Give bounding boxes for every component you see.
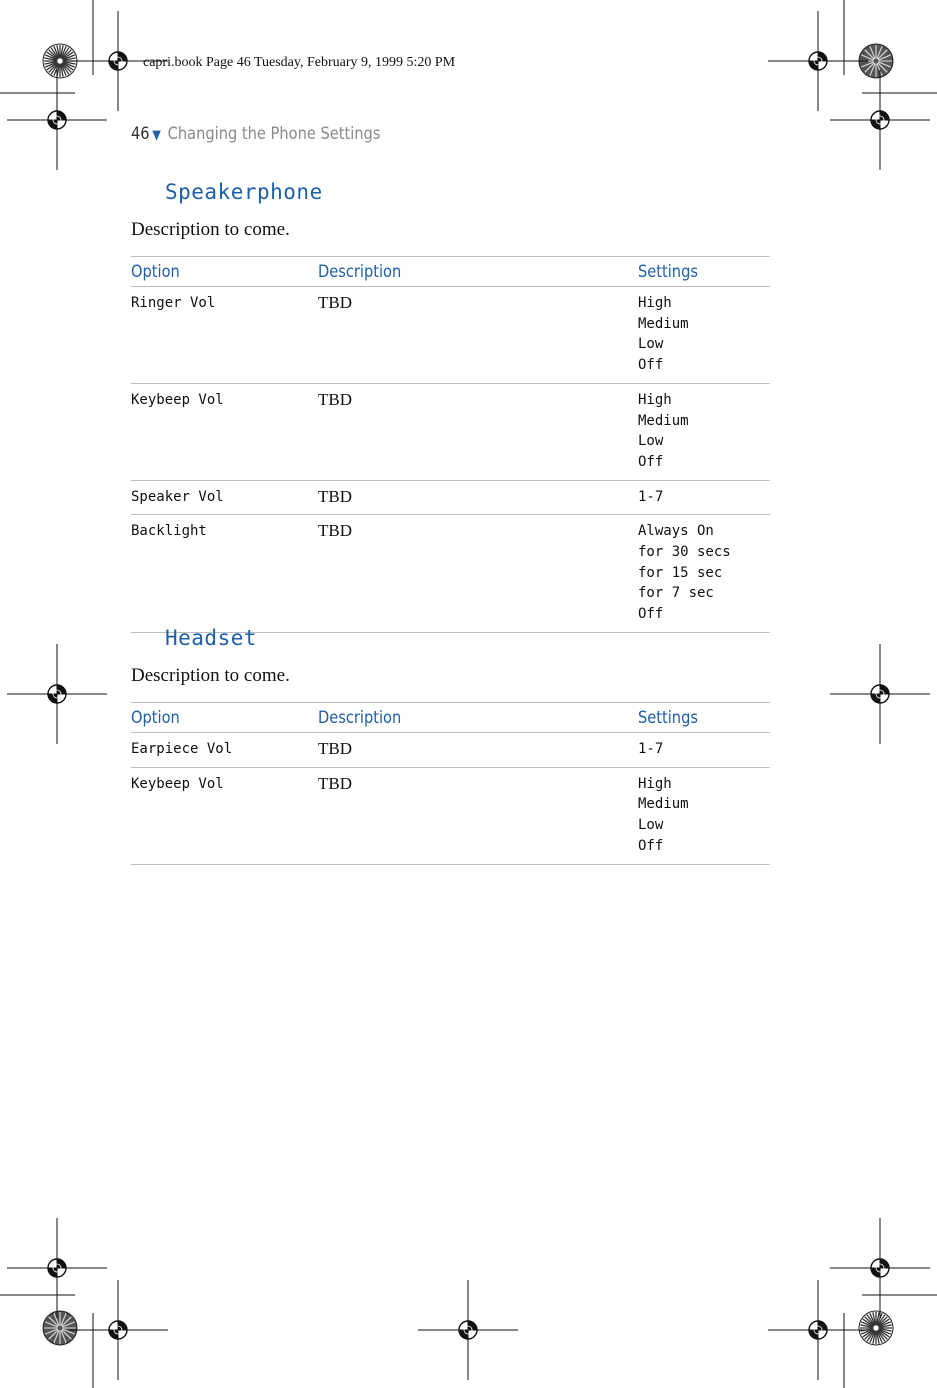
- setting-value: Always On: [638, 523, 714, 540]
- setting-value: Low: [638, 433, 664, 450]
- setting-value: High: [638, 391, 672, 408]
- setting-value: Medium: [638, 796, 689, 813]
- table-row: [131, 287, 770, 384]
- table-row: [131, 767, 770, 864]
- table-row: [131, 515, 770, 633]
- setting-value: Off: [638, 453, 664, 470]
- setting-value: for 15 sec: [638, 564, 723, 581]
- settings-cell: [638, 515, 770, 633]
- setting-value: Off: [638, 357, 664, 374]
- option-column-header: Option: [131, 257, 318, 287]
- description-cell: TBD: [318, 767, 638, 864]
- speakerphone-table: [131, 256, 770, 633]
- headset-heading: Headset: [165, 626, 258, 650]
- settings-column-header: Settings: [638, 703, 770, 733]
- setting-value: Medium: [638, 315, 689, 332]
- running-head: [131, 124, 380, 144]
- setting-value: Off: [638, 606, 664, 623]
- setting-value: Medium: [638, 412, 689, 429]
- settings-column-header: Settings: [638, 257, 770, 287]
- option-cell: Ringer Vol: [131, 287, 318, 384]
- setting-value: for 30 secs: [638, 544, 731, 561]
- setting-value: for 7 sec: [638, 585, 714, 602]
- description-cell: TBD: [318, 383, 638, 480]
- table-header-row: [131, 257, 770, 287]
- speakerphone-intro: Description to come.: [131, 219, 290, 240]
- chapter-title: Changing the Phone Settings: [167, 124, 381, 144]
- table-row: [131, 733, 770, 768]
- headset-table: [131, 702, 770, 865]
- description-cell: TBD: [318, 515, 638, 633]
- table-row: [131, 383, 770, 480]
- description-column-header: Description: [318, 257, 638, 287]
- settings-cell: [638, 383, 770, 480]
- settings-cell: [638, 733, 770, 768]
- table-header-row: [131, 703, 770, 733]
- setting-value: High: [638, 295, 672, 311]
- option-cell: Earpiece Vol: [131, 733, 318, 768]
- triangle-down-icon: ▼: [152, 128, 161, 143]
- description-cell: TBD: [318, 480, 638, 515]
- speakerphone-heading: Speakerphone: [165, 180, 323, 204]
- setting-value: Off: [638, 837, 664, 854]
- setting-value: High: [638, 775, 672, 792]
- table-row: [131, 480, 770, 515]
- setting-value: Low: [638, 817, 664, 834]
- setting-value: 1-7: [638, 488, 664, 505]
- option-cell: Backlight: [131, 515, 318, 633]
- setting-value: 1-7: [638, 741, 664, 757]
- settings-cell: [638, 767, 770, 864]
- description-cell: TBD: [318, 287, 638, 384]
- headset-intro: Description to come.: [131, 665, 290, 686]
- settings-cell: [638, 287, 770, 384]
- description-column-header: Description: [318, 703, 638, 733]
- option-column-header: Option: [131, 703, 318, 733]
- settings-cell: [638, 480, 770, 515]
- page-number: 46: [131, 124, 150, 144]
- setting-value: Low: [638, 336, 664, 353]
- option-cell: Keybeep Vol: [131, 383, 318, 480]
- description-cell: TBD: [318, 733, 638, 768]
- option-cell: Speaker Vol: [131, 480, 318, 515]
- print-slug: capri.book Page 46 Tuesday, February 9, 1999 5:20 PM: [143, 55, 456, 70]
- option-cell: Keybeep Vol: [131, 767, 318, 864]
